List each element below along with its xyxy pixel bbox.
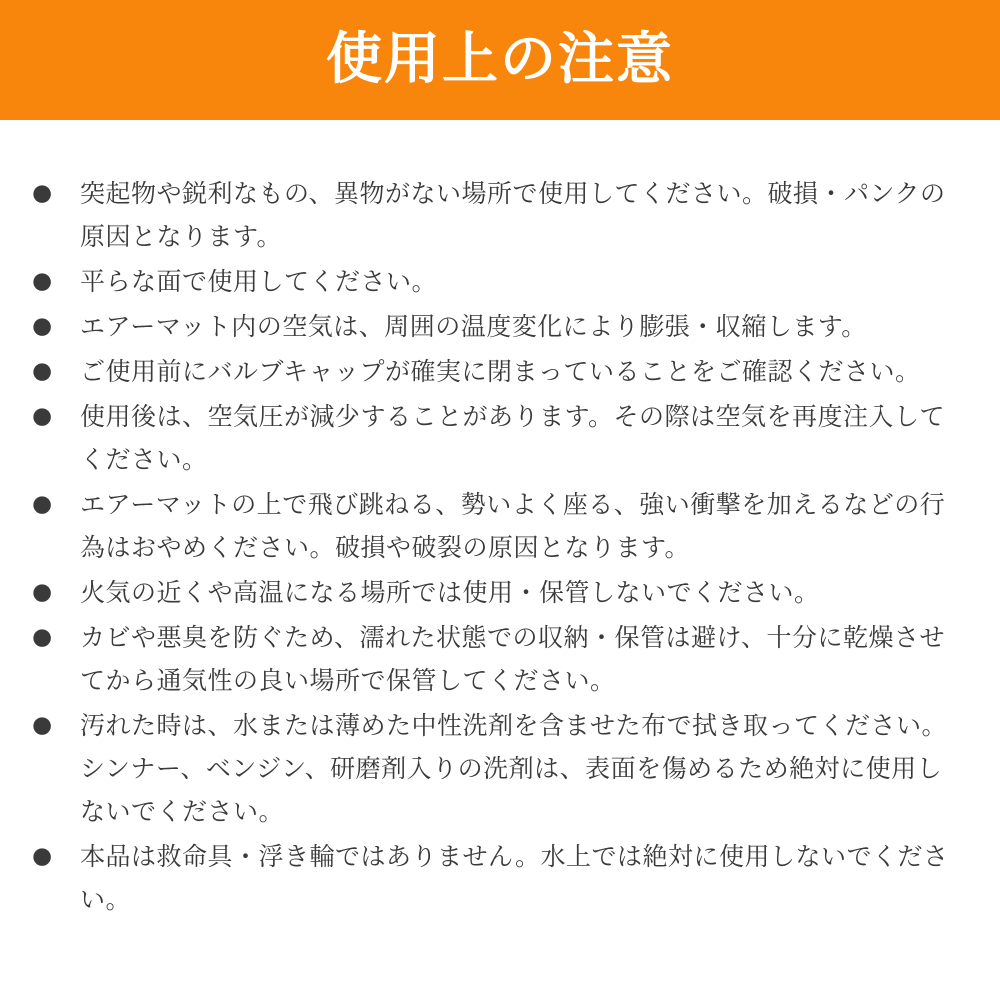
precaution-item: [32, 704, 966, 833]
precaution-text: カビや悪臭を防ぐため、濡れた状態での収納・保管は避け、十分に乾燥させてから通気性の良い場所で保管してください。: [80, 623, 946, 695]
bullet-icon: ●: [32, 624, 53, 650]
precaution-item: [32, 616, 966, 702]
precaution-item: [32, 395, 966, 481]
precaution-text: 汚れた時は、水または薄めた中性洗剤を含ませた布で拭き取ってください。シンナー、ベンジン、研磨剤入りの洗剤は、表面を傷めるため絶対に使用しないでください。: [80, 711, 948, 826]
bullet-icon: ●: [32, 712, 53, 738]
precaution-text: 使用後は、空気圧が減少することがあります。その際は空気を再度注入してください。: [80, 402, 946, 474]
precaution-text: 本品は救命具・浮き輪ではありません。水上では絶対に使用しないでください。: [80, 842, 949, 914]
bullet-icon: ●: [32, 180, 53, 206]
bullet-icon: ●: [32, 358, 53, 384]
precaution-text: 平らな面で使用してください。: [80, 267, 438, 296]
precaution-item: [32, 571, 966, 614]
precaution-text: エアーマットの上で飛び跳ねる、勢いよく座る、強い衝撃を加えるなどの行為はおやめください。破損や破裂の原因となります。: [80, 490, 946, 562]
precaution-item: [32, 172, 966, 258]
precaution-text: ご使用前にバルブキャップが確実に閉まっていることをご確認ください。: [80, 357, 921, 386]
precaution-item: [32, 835, 966, 921]
precautions-list: [32, 172, 966, 921]
bullet-icon: ●: [32, 403, 53, 429]
bullet-icon: ●: [32, 313, 53, 339]
bullet-icon: ●: [32, 491, 53, 517]
precaution-item: [32, 260, 966, 303]
bullet-icon: ●: [32, 843, 53, 869]
bullet-icon: ●: [32, 579, 53, 605]
precaution-text: 火気の近くや高温になる場所では使用・保管しないでください。: [80, 578, 820, 607]
precaution-item: [32, 350, 966, 393]
precaution-item: [32, 305, 966, 348]
page-title: 使用上の注意: [326, 27, 674, 92]
bullet-icon: ●: [32, 268, 53, 294]
precautions-section: [0, 120, 1000, 921]
precaution-text: 突起物や鋭利なもの、異物がない場所で使用してください。破損・パンクの原因となります。: [80, 179, 946, 251]
header-banner: [0, 0, 1000, 120]
precaution-text: エアーマット内の空気は、周囲の温度変化により膨張・収縮します。: [80, 312, 867, 341]
precaution-item: [32, 483, 966, 569]
